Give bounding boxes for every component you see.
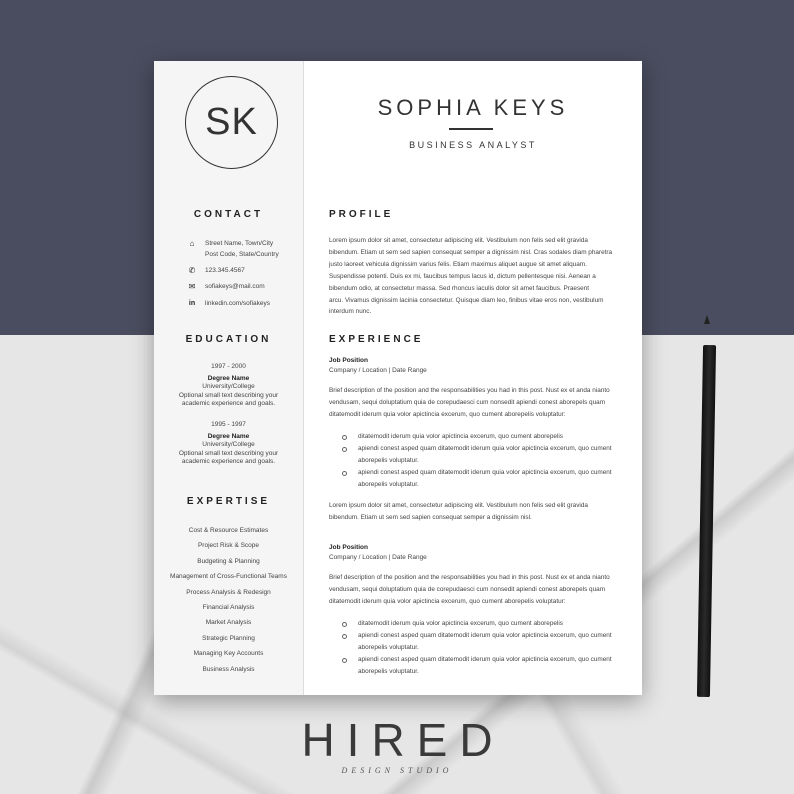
job-bullet-list (342, 431, 632, 491)
job-desc-line: vendusam, sequi doluptatium quia de corepudaesci cum nonsedit apiendi conest aborepels quam (329, 585, 606, 593)
profile-line: bibendum odio, at consectetur massa. Sed rhoncus iaculis dolor sit amet faucibus. Praesent (329, 284, 590, 292)
job-bullet: apiendi conest asped quam ditatemodit iderum quia volor apictincia excerum, quo cument (342, 630, 632, 642)
education-heading: EDUCATION (185, 334, 272, 345)
linkedin-text: linkedin.com/sofiakeys (205, 300, 271, 307)
address-line-2: Post Code, State/Country (205, 251, 279, 258)
experience-heading: EXPERIENCE (329, 334, 424, 345)
job-closing (329, 500, 629, 524)
brand-tagline: DESIGN STUDIO (341, 766, 453, 775)
profile-line: arcu. Vivamus dignissim lacinia consectetur. Quisque diam leo, finibus vitae eros non, vestibulum (329, 296, 604, 304)
job-bullet: apiendi conest asped quam ditatemodit iderum quia volor apictincia excerum, quo cument (342, 443, 632, 455)
email-text: sofiakeys@mail.com (205, 283, 265, 290)
job-desc-line: vendusam, sequi doluptatium quia de corepudaesci cum nonsedit apiendi conest aborepels quam (329, 398, 606, 406)
name-divider (449, 128, 493, 130)
education-note: Optional small text describing your (178, 449, 279, 457)
education-note: Optional small text describing your (178, 391, 279, 399)
job-bullet: ditatemodit iderum quia volor apictincia excerum, quo cument aborepelis (342, 618, 632, 630)
job-bullet-cont: aborepelis voluptatur. (358, 667, 419, 675)
mail-icon: ✉ (188, 282, 196, 291)
job-bullet-cont: aborepelis voluptatur. (358, 456, 419, 464)
candidate-name: SOPHIA KEYS (377, 95, 569, 120)
job-bullet-cont: aborepelis voluptatur. (358, 643, 419, 651)
pencil-lead (704, 315, 710, 324)
brand-name: HIRED (301, 714, 505, 766)
linkedin-icon: in (188, 300, 196, 307)
job-closing-line: bibendum. Etiam ut sem sed sapien consequat semper a dignissim nisl. (329, 513, 532, 521)
expertise-item: Management of Cross-Functional Teams (170, 573, 287, 580)
expertise-item: Process Analysis & Redesign (186, 589, 271, 596)
job-bullet-cont: aborepelis voluptatur. (358, 480, 419, 488)
expertise-item: Business Analysis (202, 666, 255, 673)
education-years: 1997 - 2000 (211, 363, 246, 370)
job-meta: Company / Location | Date Range (329, 554, 427, 561)
education-school: University/College (202, 441, 255, 448)
expertise-item: Financial Analysis (202, 604, 255, 611)
job-desc-line: Brief description of the position and the responsabilities you had in this post. Nust ex et anda nianto (329, 574, 610, 581)
home-icon: ⌂ (189, 239, 195, 248)
education-entry (154, 421, 303, 467)
job-description (329, 572, 629, 608)
education-note: academic experience and goals. (181, 400, 276, 407)
education-degree: Degree Name (207, 374, 250, 382)
resume-main (314, 61, 632, 695)
education-years: 1995 - 1997 (211, 421, 246, 428)
contact-heading: CONTACT (193, 209, 264, 220)
monogram-badge (185, 76, 278, 169)
job-meta: Company / Location | Date Range (329, 367, 427, 374)
education-note: academic experience and goals. (181, 458, 276, 465)
profile-line: Lorem ipsum dolor sit amet, consectetur adipiscing elit. Vestibulum non felis sed elit gravida (329, 237, 588, 244)
brand-logo (0, 716, 794, 775)
expertise-item: Cost & Resource Estimates (188, 527, 269, 534)
expertise-item: Managing Key Accounts (193, 650, 264, 657)
job-desc-line: ditatemodit iderum quia volor apictincia excerum, quo cument aborepelis voluptatur: (329, 597, 566, 605)
expertise-item: Market Analysis (205, 619, 252, 626)
job-desc-line: Brief description of the position and the responsabilities you had in this post. Nust ex et anda nianto (329, 387, 610, 394)
address-line-1: Street Name, Town/City (205, 240, 274, 247)
job-bullet: apiendi conest asped quam ditatemodit iderum quia volor apictincia excerum, quo cument (342, 654, 632, 666)
profile-line: bibendum. Etiam ut sem sed sapien consequat semper a dignissim nisl. Cras sodales diam pharetra (329, 248, 613, 256)
job-desc-line: ditatemodit iderum quia volor apictincia excerum, quo cument aborepelis voluptatur: (329, 410, 566, 418)
job-position: Job Position (329, 544, 368, 551)
profile-heading: PROFILE (329, 209, 394, 220)
resume-page (154, 61, 642, 695)
education-degree: Degree Name (207, 432, 250, 440)
resume-sidebar (154, 61, 304, 695)
expertise-item: Project Risk & Scope (197, 542, 260, 549)
job-bullet: ditatemodit iderum quia volor apictincia excerum, quo cument aborepelis (342, 431, 632, 443)
profile-line: justo laoreet vehicula dignissim varius felis. Etiam maximus aliquet augue sit amet aliquam. (329, 260, 587, 268)
profile-line: Suspendisse potenti. Duis ex mi, faucibus tempus lacus id, dictum pellentesque nisi. Aenean a (329, 272, 596, 280)
job-bullet-list (342, 618, 632, 678)
contact-linkedin (186, 298, 270, 309)
phone-text: 123.345.4567 (205, 267, 245, 274)
contact-address (186, 238, 279, 260)
education-school: University/College (202, 383, 255, 390)
job-closing-line: Lorem ipsum dolor sit amet, consectetur adipiscing elit. Vestibulum non felis sed elit gravida (329, 502, 588, 509)
expertise-item: Budgeting & Planning (197, 558, 260, 565)
expertise-item: Strategic Planning (202, 635, 255, 642)
candidate-title: BUSINESS ANALYST (409, 140, 537, 150)
education-entry (154, 363, 303, 409)
profile-text (329, 235, 629, 318)
monogram-text: SK (205, 101, 258, 143)
job-bullet: apiendi conest asped quam ditatemodit iderum quia volor apictincia excerum, quo cument (342, 467, 632, 479)
contact-email (186, 281, 265, 292)
contact-phone (186, 265, 245, 276)
profile-line: interdum nunc. (329, 308, 372, 316)
job-position: Job Position (329, 357, 368, 364)
phone-icon: ✆ (188, 266, 196, 275)
job-description (329, 385, 629, 421)
expertise-heading: EXPERTISE (186, 496, 271, 507)
